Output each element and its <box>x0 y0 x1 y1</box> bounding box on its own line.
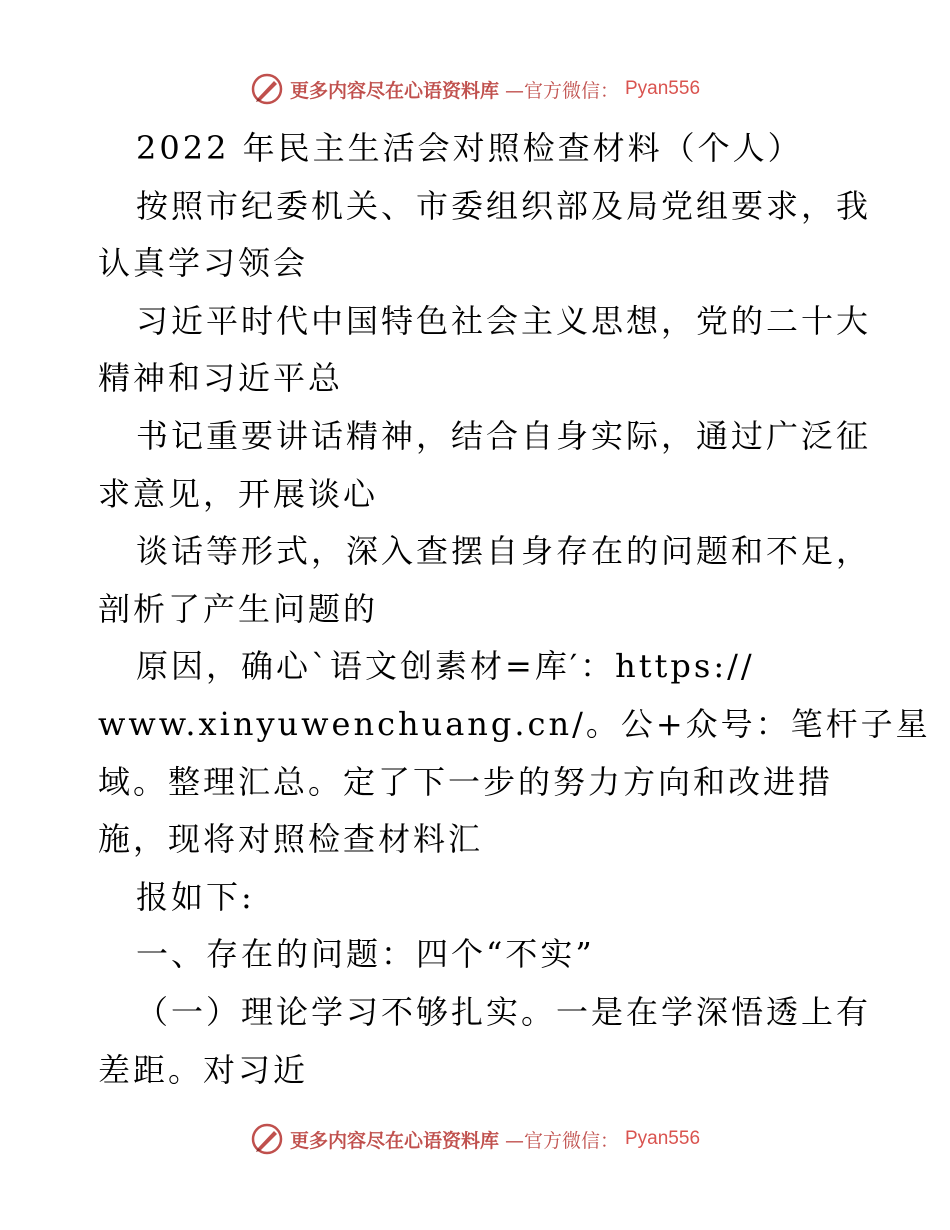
document-line: 2022 年民主生活会对照检查材料（个人） <box>136 129 803 167</box>
document-line: www.xinyuwenchuang.cn/。公+众号：笔杆子星 <box>98 704 931 743</box>
document-line: 精神和习近平总 <box>98 359 344 398</box>
document-line: 谈话等形式，深入查摆自身存在的问题和不足， <box>136 532 872 571</box>
document-line: 报如下: <box>136 877 255 916</box>
document-line: 原因，确心`语文创素材=库′：https:// <box>136 647 755 686</box>
document-body <box>98 120 931 1099</box>
footer-watermark <box>0 1122 950 1156</box>
watermark-wechat-id: Pyan556 <box>625 78 701 99</box>
document-line: 域。整理汇总。定了下一步的努力方向和改进措 <box>98 762 834 801</box>
watermark-main-text: 更多内容尽在心语资料库 <box>289 79 499 102</box>
watermark-main-text: 更多内容尽在心语资料库 <box>289 1129 499 1152</box>
pen-logo-icon <box>250 1122 284 1156</box>
document-line: （一）理论学习不够扎实。一是在学深悟透上有 <box>136 992 872 1031</box>
document-line: 认真学习领会 <box>98 244 309 283</box>
header-watermark <box>0 72 950 106</box>
document-line: 差距。对习近 <box>98 1050 309 1089</box>
document-line: 剖析了产生问题的 <box>98 589 379 628</box>
document-line: 施，现将对照检查材料汇 <box>98 820 484 859</box>
document-line: 按照市纪委机关、市委组织部及局党组要求，我 <box>136 186 872 225</box>
document-line: 书记重要讲话精神，结合自身实际，通过广泛征 <box>136 416 872 455</box>
document-line: 求意见，开展谈心 <box>98 474 379 513</box>
document-line: 习近平时代中国特色社会主义思想，党的二十大 <box>136 301 872 340</box>
pen-logo-icon <box>250 72 284 106</box>
watermark-separator: —官方微信： <box>504 79 619 102</box>
watermark-separator: —官方微信： <box>504 1129 619 1152</box>
watermark-wechat-id: Pyan556 <box>625 1128 701 1149</box>
document-line: 一、存在的问题：四个“不实” <box>136 935 595 974</box>
